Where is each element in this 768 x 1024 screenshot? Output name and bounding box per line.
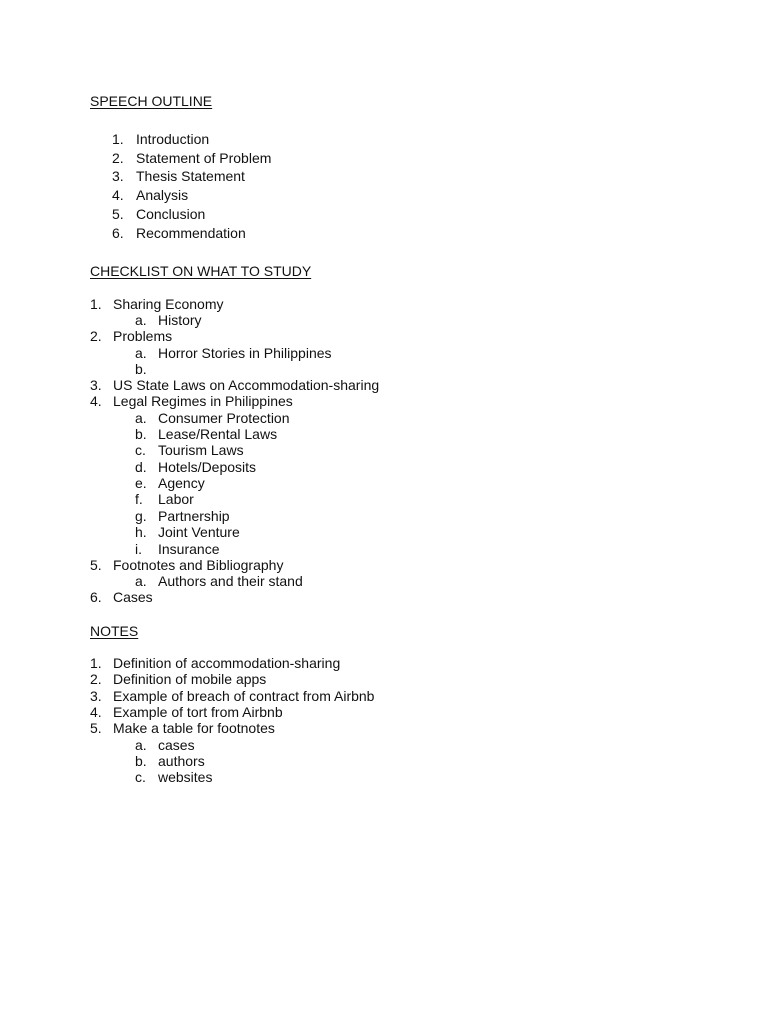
notes-subitem-text: authors xyxy=(158,753,205,769)
notes-subitem-text: cases xyxy=(158,737,195,753)
outline-item-number: 1. xyxy=(112,131,124,147)
checklist-subitem-text: History xyxy=(158,312,202,328)
outline-item-number: 6. xyxy=(112,225,124,241)
checklist-item-text: US State Laws on Accommodation-sharing xyxy=(113,377,380,393)
outline-item-number: 5. xyxy=(112,206,124,222)
checklist-subitem-text: Insurance xyxy=(158,541,220,557)
checklist-subitem-letter: b. xyxy=(135,426,147,442)
checklist-subitem-letter: f. xyxy=(135,491,143,507)
checklist-subitem-letter: g. xyxy=(135,508,147,524)
notes-item-text: Example of tort from Airbnb xyxy=(113,704,283,720)
checklist-item-text: Footnotes and Bibliography xyxy=(113,557,284,573)
notes-item-text: Definition of accommodation-sharing xyxy=(113,655,341,671)
checklist-item-number: 6. xyxy=(90,589,102,605)
checklist-subitem-letter: e. xyxy=(135,475,147,491)
notes-item-text: Definition of mobile apps xyxy=(113,671,267,687)
checklist-subitem-letter: c. xyxy=(135,442,146,458)
notes-item-number: 5. xyxy=(90,720,102,736)
checklist-subitem-letter: d. xyxy=(135,459,147,475)
checklist-subitem-text: Tourism Laws xyxy=(158,442,244,458)
outline-item-text: Statement of Problem xyxy=(136,150,272,166)
checklist-item-number: 5. xyxy=(90,557,102,573)
notes-item-number: 2. xyxy=(90,671,102,687)
notes-item-number: 3. xyxy=(90,688,102,704)
outline-item-number: 4. xyxy=(112,187,124,203)
checklist-subitem-text: Labor xyxy=(158,491,194,507)
checklist-subitem-letter: h. xyxy=(135,524,147,540)
checklist-subitem-letter: i. xyxy=(135,541,142,557)
notes-subitem-letter: b. xyxy=(135,753,147,769)
checklist-item-number: 4. xyxy=(90,393,102,409)
speech-outline-heading: SPEECH OUTLINE xyxy=(90,93,213,109)
checklist-subitem-text: Consumer Protection xyxy=(158,410,290,426)
checklist-item-number: 3. xyxy=(90,377,102,393)
checklist-heading: CHECKLIST ON WHAT TO STUDY xyxy=(90,263,312,279)
notes-subitem-text: websites xyxy=(158,769,213,785)
notes-subitem-letter: c. xyxy=(135,769,146,785)
checklist-subitem-letter: a. xyxy=(135,312,147,328)
checklist-subitem-letter: a. xyxy=(135,345,147,361)
checklist-subitem-text: Agency xyxy=(158,475,205,491)
checklist-subitem-text: Joint Venture xyxy=(158,524,240,540)
notes-item-number: 1. xyxy=(90,655,102,671)
checklist-item-text: Cases xyxy=(113,589,153,605)
checklist-subitem-letter: a. xyxy=(135,573,147,589)
checklist-item-number: 1. xyxy=(90,296,102,312)
checklist-subitem-letter: b. xyxy=(135,361,147,377)
outline-item-number: 2. xyxy=(112,150,124,166)
checklist-subitem-text: Hotels/Deposits xyxy=(158,459,257,475)
checklist-subitem-letter: a. xyxy=(135,410,147,426)
checklist-subitem-text: Lease/Rental Laws xyxy=(158,426,278,442)
checklist-subitem-text: Partnership xyxy=(158,508,230,524)
checklist-subitem-text: Horror Stories in Philippines xyxy=(158,345,332,361)
outline-item-text: Analysis xyxy=(136,187,189,203)
outline-item-text: Introduction xyxy=(136,131,210,147)
checklist-item-number: 2. xyxy=(90,328,102,344)
checklist-subitem-text: Authors and their stand xyxy=(158,573,303,589)
outline-item-text: Conclusion xyxy=(136,206,206,222)
checklist-item-text: Problems xyxy=(113,328,173,344)
checklist-item-text: Sharing Economy xyxy=(113,296,224,312)
notes-item-text: Make a table for footnotes xyxy=(113,720,275,736)
outline-item-number: 3. xyxy=(112,168,124,184)
notes-heading: NOTES xyxy=(90,623,139,639)
checklist-item-text: Legal Regimes in Philippines xyxy=(113,393,293,409)
notes-subitem-letter: a. xyxy=(135,737,147,753)
notes-item-number: 4. xyxy=(90,704,102,720)
outline-item-text: Recommendation xyxy=(136,225,246,241)
notes-item-text: Example of breach of contract from Airbnb xyxy=(113,688,375,704)
outline-item-text: Thesis Statement xyxy=(136,168,245,184)
